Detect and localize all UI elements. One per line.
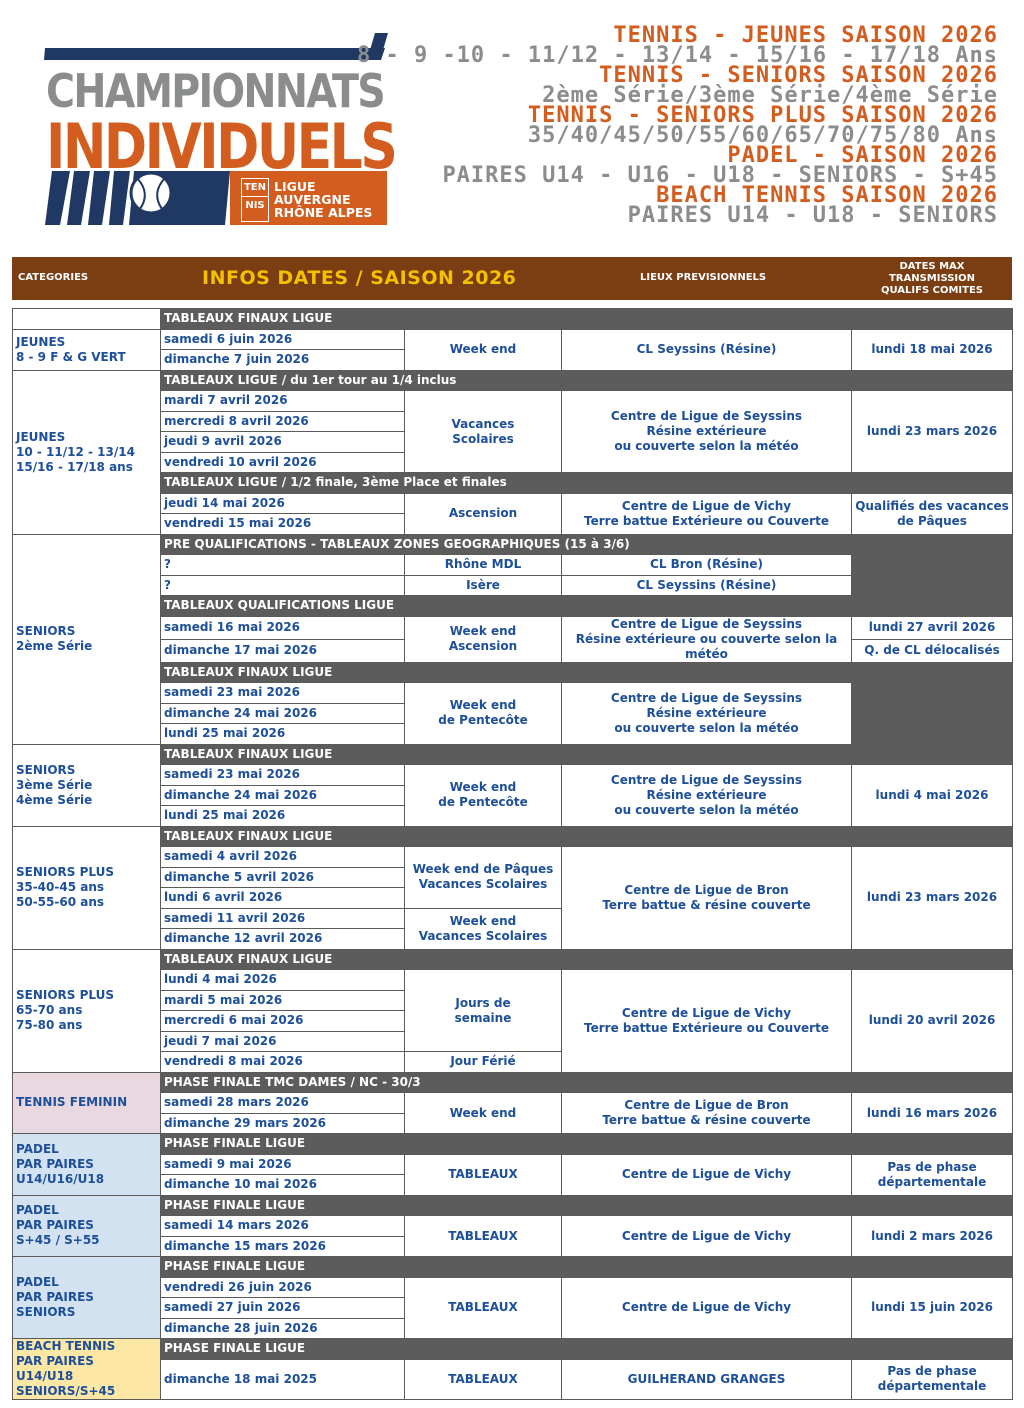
period-line: Vacances Scolaires xyxy=(418,928,548,943)
date-cell: dimanche 28 juin 2026 xyxy=(161,1318,405,1339)
category-line: PAR PAIRES xyxy=(16,1156,94,1171)
period-cell: TABLEAUX xyxy=(405,1154,562,1195)
period-cell: TABLEAUX xyxy=(405,1277,562,1339)
location-line: ou couverte selon la météo xyxy=(614,439,799,453)
deadline-line: Qualifiés des vacances xyxy=(855,498,1009,513)
date-cell: ? xyxy=(161,575,405,596)
location-line: Centre de Ligue de Vichy xyxy=(621,498,792,513)
date-cell: dimanche 7 juin 2026 xyxy=(161,350,405,371)
date-cell: samedi 14 mars 2026 xyxy=(161,1216,405,1237)
table-row xyxy=(13,309,1013,330)
table-row xyxy=(13,765,1013,786)
period-cell: TABLEAUX xyxy=(405,1359,562,1399)
table-row xyxy=(13,1257,1013,1278)
category-line: 3ème Série xyxy=(16,777,93,792)
dates-max-line: TRANSMISSION xyxy=(888,273,976,284)
logo-title-line2: INDIVIDUELS xyxy=(46,110,396,183)
table-row xyxy=(13,596,1013,617)
period-line: Week end de Pâques xyxy=(412,862,554,877)
table-row xyxy=(13,683,1013,704)
period-line: Vacances xyxy=(451,416,515,431)
period-line: Jours de xyxy=(455,995,511,1010)
season-headlines xyxy=(356,23,998,228)
section-header: TABLEAUX LIGUE / du 1er tour au 1/4 inclus xyxy=(161,370,1013,391)
deadline-cell xyxy=(852,493,1013,534)
period-cell: Jour Férié xyxy=(405,1052,562,1073)
section-header: PHASE FINALE LIGUE xyxy=(161,1339,1013,1360)
category-cell xyxy=(13,744,161,826)
deadline-cell: lundi 18 mai 2026 xyxy=(852,329,1013,370)
date-cell: lundi 25 mai 2026 xyxy=(161,806,405,827)
table-row xyxy=(13,847,1013,868)
location-line: Résine extérieure xyxy=(646,787,767,802)
date-cell: samedi 23 mai 2026 xyxy=(161,683,405,704)
deadline-cell: lundi 4 mai 2026 xyxy=(852,765,1013,827)
table-row xyxy=(13,949,1013,970)
category-line: 2ème Série xyxy=(16,639,93,653)
section-header: TABLEAUX FINAUX LIGUE xyxy=(161,826,405,847)
category-line: SENIORS xyxy=(16,1305,76,1319)
period-line: semaine xyxy=(454,1010,512,1025)
period-line: Ascension xyxy=(448,639,518,653)
period-cell xyxy=(405,616,562,662)
category-line: 15/16 - 17/18 ans xyxy=(16,459,133,474)
column-header-bar xyxy=(12,257,1012,300)
section-header: TABLEAUX FINAUX LIGUE xyxy=(161,662,1013,683)
date-cell: vendredi 10 avril 2026 xyxy=(161,452,405,473)
deadline-cell: lundi 23 mars 2026 xyxy=(852,847,1013,950)
category-line: PAR PAIRES xyxy=(16,1290,94,1304)
deadline-line: Pas de phase xyxy=(887,1364,977,1379)
location-line: Centre de Ligue de Seyssins xyxy=(610,772,803,787)
deadline-cell: lundi 20 avril 2026 xyxy=(852,970,1013,1073)
date-cell: jeudi 9 avril 2026 xyxy=(161,432,405,453)
headline: PADEL - SAISON 2026 xyxy=(727,143,998,168)
logo-title-line1: CHAMPIONNATS xyxy=(46,64,385,118)
headline: 2ème Série/3ème Série/4ème Série xyxy=(542,83,998,108)
date-cell: mardi 5 mai 2026 xyxy=(161,990,405,1011)
period-cell: Rhône MDL xyxy=(405,555,562,576)
category-cell xyxy=(13,370,161,534)
date-cell: jeudi 7 mai 2026 xyxy=(161,1031,405,1052)
date-cell: mercredi 6 mai 2026 xyxy=(161,1011,405,1032)
location-line: Centre de Ligue de Bron xyxy=(624,882,789,897)
location-cell xyxy=(562,847,852,950)
date-cell: samedi 4 avril 2026 xyxy=(161,847,405,868)
location-line: Résine extérieure ou couverte selon la météo xyxy=(575,631,838,661)
headline: PAIRES U14 - U18 - SENIORS xyxy=(627,203,998,228)
headline: 8 - 9 -10 - 11/12 - 13/14 - 15/16 - 17/18 Ans xyxy=(356,43,998,68)
schedule-table xyxy=(12,308,1012,1400)
deadline-cell: lundi 16 mars 2026 xyxy=(852,1093,1013,1134)
section-header: TABLEAUX LIGUE / 1/2 finale, 3ème Place et finales xyxy=(161,473,1013,494)
date-cell: mardi 7 avril 2026 xyxy=(161,391,405,412)
category-line: U14/U18 xyxy=(16,1369,74,1383)
location-cell: CL Seyssins (Résine) xyxy=(562,575,852,596)
table-row xyxy=(13,1339,1013,1360)
tennis-mark xyxy=(241,178,269,222)
period-line: de Pentecôte xyxy=(438,713,528,728)
section-header: TABLEAUX FINAUX LIGUE xyxy=(161,949,1013,970)
date-cell: samedi 27 juin 2026 xyxy=(161,1298,405,1319)
location-cell: Centre de Ligue de Vichy xyxy=(562,1216,852,1257)
category-line: S+45 / S+55 xyxy=(16,1233,100,1248)
table-row xyxy=(13,970,1013,991)
table-row xyxy=(13,744,1013,765)
category-line: PADEL xyxy=(16,1275,59,1289)
location-line: Terre battue Extérieure ou Couverte xyxy=(584,513,829,528)
category-cell xyxy=(13,1195,161,1257)
category-line: U14/U16/U18 xyxy=(16,1171,105,1186)
ligue-line: AUVERGNE xyxy=(274,192,351,207)
table-row xyxy=(13,329,1013,350)
location-line: Centre de Ligue de Bron xyxy=(624,1098,789,1112)
location-line: Centre de Ligue de Seyssins xyxy=(610,616,803,631)
date-cell: dimanche 12 avril 2026 xyxy=(161,929,405,950)
period-cell xyxy=(405,683,562,745)
category-line: PAR PAIRES xyxy=(16,1354,94,1368)
deadline-cell xyxy=(852,1154,1013,1195)
section-header: PHASE FINALE LIGUE xyxy=(161,1257,1013,1278)
location-cell xyxy=(562,970,852,1073)
period-cell xyxy=(405,847,562,909)
category-cell xyxy=(13,1257,161,1339)
date-cell: vendredi 26 juin 2026 xyxy=(161,1277,405,1298)
category-cell: TENNIS FEMININ xyxy=(13,1072,161,1134)
location-cell xyxy=(562,765,852,827)
category-cell xyxy=(13,949,161,1072)
category-cell xyxy=(13,1134,161,1196)
location-line: Terre battue & résine couverte xyxy=(602,1113,811,1127)
headline: TENNIS - SENIORS SAISON 2026 xyxy=(599,63,998,88)
category-line: 65-70 ans xyxy=(16,1003,83,1017)
category-line: PADEL xyxy=(16,1141,59,1156)
period-cell: Ascension xyxy=(405,493,562,534)
period-line: Week end xyxy=(449,913,517,928)
category-line: SENIORS xyxy=(16,624,76,638)
category-line: SENIORS xyxy=(16,762,76,777)
table-row xyxy=(13,555,1013,576)
table-row xyxy=(13,370,1013,391)
date-cell: lundi 6 avril 2026 xyxy=(161,888,405,909)
location-line: Centre de Ligue de Seyssins xyxy=(610,409,803,423)
period-cell xyxy=(405,391,562,473)
deadline-cell: lundi 15 juin 2026 xyxy=(852,1277,1013,1339)
tennis-mark-top: TEN xyxy=(242,179,268,197)
date-cell: samedi 16 mai 2026 xyxy=(161,616,405,639)
period-line: Week end xyxy=(449,698,517,713)
category-cell xyxy=(13,1339,161,1400)
table-row xyxy=(13,1154,1013,1175)
period-cell: Week end xyxy=(405,1093,562,1134)
category-line: BEACH TENNIS xyxy=(16,1339,116,1353)
period-line: Week end xyxy=(449,624,517,638)
category-cell xyxy=(13,309,161,330)
location-cell: Centre de Ligue de Vichy xyxy=(562,1154,852,1195)
date-cell: dimanche 18 mai 2025 xyxy=(161,1359,405,1399)
dates-max-line: QUALIFS COMITES xyxy=(880,285,984,296)
headline: TENNIS - SENIORS PLUS SAISON 2026 xyxy=(527,103,998,128)
date-cell: dimanche 15 mars 2026 xyxy=(161,1236,405,1257)
deadline-cell-empty xyxy=(852,555,1013,596)
deadline-line: départementale xyxy=(877,1174,987,1189)
date-cell: samedi 28 mars 2026 xyxy=(161,1093,405,1114)
date-cell: samedi 9 mai 2026 xyxy=(161,1154,405,1175)
date-cell: lundi 4 mai 2026 xyxy=(161,970,405,991)
date-cell: samedi 23 mai 2026 xyxy=(161,765,405,786)
date-cell: mercredi 8 avril 2026 xyxy=(161,411,405,432)
table-row xyxy=(13,1195,1013,1216)
period-cell xyxy=(405,908,562,949)
date-cell: vendredi 8 mai 2026 xyxy=(161,1052,405,1073)
date-cell: dimanche 24 mai 2026 xyxy=(161,785,405,806)
section-header: TABLEAUX QUALIFICATIONS LIGUE xyxy=(161,596,1013,617)
period-cell xyxy=(405,970,562,1052)
period-line: Vacances Scolaires xyxy=(418,877,548,892)
headline: TENNIS - JEUNES SAISON 2026 xyxy=(613,23,998,48)
section-header-fill xyxy=(405,826,1013,847)
category-line: 4ème Série xyxy=(16,792,93,807)
location-cell: CL Bron (Résine) xyxy=(562,555,852,576)
category-line: PAR PAIRES xyxy=(16,1218,94,1233)
period-line: Week end xyxy=(449,780,517,795)
category-cell xyxy=(13,329,161,370)
location-cell: CL Seyssins (Résine) xyxy=(562,329,852,370)
category-line: SENIORS PLUS xyxy=(16,865,115,879)
location-line: ou couverte selon la météo xyxy=(614,720,799,735)
date-cell: dimanche 5 avril 2026 xyxy=(161,867,405,888)
table-row xyxy=(13,1216,1013,1237)
deadline-line: de Pâques xyxy=(897,513,967,528)
dates-max-header xyxy=(852,261,1012,297)
section-header: PHASE FINALE TMC DAMES / NC - 30/3 xyxy=(161,1072,1013,1093)
lieux-header: LIEUX PREVISIONNELS xyxy=(640,272,767,283)
table-row xyxy=(13,616,1013,639)
period-cell: Isère xyxy=(405,575,562,596)
deadline-line: départementale xyxy=(877,1379,987,1394)
tennis-mark-bottom: NIS xyxy=(245,200,265,211)
table-row xyxy=(13,826,1013,847)
table-row xyxy=(13,662,1013,683)
period-cell: TABLEAUX xyxy=(405,1216,562,1257)
date-cell: dimanche 24 mai 2026 xyxy=(161,703,405,724)
section-header: PHASE FINALE LIGUE xyxy=(161,1195,1013,1216)
date-cell: vendredi 15 mai 2026 xyxy=(161,514,405,535)
table-row xyxy=(13,493,1013,514)
category-line: 50-55-60 ans xyxy=(16,895,105,909)
location-cell: GUILHERAND GRANGES xyxy=(562,1359,852,1399)
location-line: Centre de Ligue de Vichy xyxy=(621,1005,792,1020)
category-line: 35-40-45 ans xyxy=(16,880,105,894)
date-cell: dimanche 29 mars 2026 xyxy=(161,1113,405,1134)
location-line: ou couverte selon la météo xyxy=(614,802,799,817)
section-header: PRE QUALIFICATIONS - TABLEAUX ZONES GEOGRAPHIQUES (15 à 3/6) xyxy=(161,534,1013,555)
category-line: JEUNES xyxy=(16,429,66,444)
categories-header: CATEGORIES xyxy=(18,272,89,283)
section-header: TABLEAUX FINAUX LIGUE xyxy=(161,744,1013,765)
location-cell xyxy=(562,683,852,745)
category-cell xyxy=(13,534,161,744)
deadline-cell-empty xyxy=(852,683,1013,745)
headline: PAIRES U14 - U16 - U18 - SENIORS - S+45 xyxy=(442,163,998,188)
table-row xyxy=(13,534,1013,555)
date-cell: jeudi 14 mai 2026 xyxy=(161,493,405,514)
category-line: 10 - 11/12 - 13/14 xyxy=(16,444,135,459)
date-cell: samedi 6 juin 2026 xyxy=(161,329,405,350)
table-row xyxy=(13,1093,1013,1114)
date-cell: dimanche 17 mai 2026 xyxy=(161,639,405,662)
period-line: Scolaires xyxy=(452,431,514,446)
category-line: JEUNES xyxy=(16,334,66,349)
location-cell xyxy=(562,1093,852,1134)
location-cell xyxy=(562,493,852,534)
location-line: Résine extérieure xyxy=(646,424,767,438)
deadline-cell xyxy=(852,1359,1013,1399)
period-line: de Pentecôte xyxy=(438,795,528,810)
date-cell: ? xyxy=(161,555,405,576)
location-line: Terre battue & résine couverte xyxy=(602,897,811,912)
category-line: 75-80 ans xyxy=(16,1018,83,1032)
category-cell xyxy=(13,826,161,949)
table-row xyxy=(13,391,1013,412)
deadline-line: Pas de phase xyxy=(887,1159,977,1174)
table-row xyxy=(13,1072,1013,1093)
section-header: PHASE FINALE LIGUE xyxy=(161,1134,1013,1155)
ligue-line: RHÔNE ALPES xyxy=(274,205,373,220)
infos-dates-title: INFOS DATES / SAISON 2026 xyxy=(202,267,517,289)
championnats-logo xyxy=(40,28,396,228)
headline: BEACH TENNIS SAISON 2026 xyxy=(656,183,998,208)
location-cell xyxy=(562,616,852,662)
table-row xyxy=(13,1134,1013,1155)
date-cell: dimanche 10 mai 2026 xyxy=(161,1175,405,1196)
category-line: SENIORS/S+45 xyxy=(16,1384,116,1398)
category-line: 8 - 9 F & G VERT xyxy=(16,349,126,364)
table-row xyxy=(13,473,1013,494)
location-line: Résine extérieure xyxy=(646,705,767,720)
headline: 35/40/45/50/55/60/65/70/75/80 Ans xyxy=(527,123,998,148)
deadline-cell: lundi 27 avril 2026 xyxy=(852,616,1013,639)
ligue-line: LIGUE xyxy=(274,179,316,194)
table-row xyxy=(13,1277,1013,1298)
dates-max-line: DATES MAX xyxy=(899,261,965,272)
location-line: Terre battue Extérieure ou Couverte xyxy=(584,1020,829,1035)
period-cell: Week end xyxy=(405,329,562,370)
location-line: Centre de Ligue de Seyssins xyxy=(610,690,803,705)
category-line: SENIORS PLUS xyxy=(16,988,115,1002)
date-cell: lundi 25 mai 2026 xyxy=(161,724,405,745)
section-header: TABLEAUX FINAUX LIGUE xyxy=(161,309,1013,330)
deadline-cell: lundi 23 mars 2026 xyxy=(852,391,1013,473)
period-cell xyxy=(405,765,562,827)
deadline-cell: Q. de CL délocalisés xyxy=(852,639,1013,662)
category-line: PADEL xyxy=(16,1203,59,1218)
table-row xyxy=(13,1359,1013,1399)
date-cell: samedi 11 avril 2026 xyxy=(161,908,405,929)
location-cell xyxy=(562,391,852,473)
location-cell: Centre de Ligue de Vichy xyxy=(562,1277,852,1339)
deadline-cell: lundi 2 mars 2026 xyxy=(852,1216,1013,1257)
